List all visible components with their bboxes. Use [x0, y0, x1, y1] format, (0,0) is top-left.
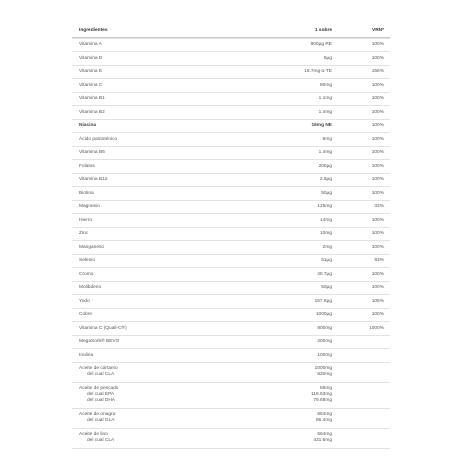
header-amount: 1 sobre	[314, 27, 332, 33]
cell-amount: 125mg	[317, 204, 332, 209]
table-row	[72, 51, 390, 65]
table-row	[72, 132, 390, 146]
cell-vrn: 100%	[371, 150, 384, 155]
table-row	[72, 159, 390, 173]
cell-vrn: 100%	[371, 163, 384, 169]
cell-amount: 10mg	[320, 231, 332, 236]
cell-amount	[313, 432, 332, 444]
amount-value: 79.68mg	[313, 398, 332, 403]
sub-ingredient-name: del cual CLA	[87, 372, 115, 377]
table-row	[72, 65, 390, 79]
table-row	[72, 146, 390, 160]
amount-value: 119.53mg	[311, 392, 332, 397]
cell-vrn: 100%	[371, 217, 384, 223]
cell-name: Ácido pantoténico	[79, 136, 118, 142]
cell-amount: 2mg	[322, 244, 332, 250]
table-row-multi	[72, 408, 390, 428]
cell-amount: 14mg	[320, 217, 332, 223]
table-row	[72, 254, 390, 268]
cell-name	[79, 366, 118, 378]
cell-name: Cromo	[79, 271, 94, 277]
cell-vrn: 156%	[371, 69, 384, 74]
table-row	[72, 38, 390, 52]
table-body	[72, 38, 390, 449]
table-row	[72, 92, 390, 106]
cell-vrn: 100%	[371, 231, 384, 236]
sub-ingredient-name: del cual CLA	[87, 438, 115, 443]
cell-name: Vitamina C (Quali-C®)	[79, 325, 127, 331]
cell-name: Vitamina B1	[79, 96, 105, 101]
amount-value: 431.6mg	[313, 438, 332, 443]
cell-amount: 16mg NE	[311, 123, 332, 128]
cell-amount: 40.7µg	[317, 271, 332, 277]
table-row	[72, 294, 390, 308]
cell-name: Inulina	[79, 352, 94, 358]
table-row	[72, 173, 390, 187]
cell-amount: 6mg	[322, 136, 332, 142]
cell-name: Vitamina C	[79, 82, 103, 88]
table-row	[72, 281, 390, 295]
cell-name	[79, 432, 114, 444]
table-row-multi	[72, 428, 390, 448]
amount-value: 1000mg	[314, 366, 332, 371]
table-row	[72, 78, 390, 92]
cell-amount: 157.8µg	[314, 298, 332, 304]
header-vrn: VRN*	[372, 27, 384, 33]
cell-name: Biotina	[79, 190, 94, 196]
table-row	[72, 308, 390, 322]
cell-vrn: 100%	[371, 96, 384, 101]
cell-amount: 1000µg	[315, 312, 332, 317]
cell-amount	[311, 386, 332, 404]
cell-name: Manganeso	[79, 244, 105, 250]
cell-vrn: 100%	[371, 55, 384, 61]
cell-vrn: 100%	[371, 312, 384, 317]
sub-ingredient-name: del cual GLA	[87, 418, 115, 423]
cell-amount: 800µg RE	[310, 42, 332, 47]
cell-amount: 80mg	[320, 82, 332, 88]
header-ingredients: Ingredientes	[79, 27, 108, 33]
nutrition-table	[72, 24, 390, 449]
cell-name: Vitamina B6	[79, 150, 105, 155]
ingredient-name: Aceite de lino	[79, 432, 108, 437]
cell-name: Vitamina E	[79, 69, 103, 74]
table-row	[72, 335, 390, 349]
amount-value: 820mg	[317, 372, 332, 377]
cell-amount	[315, 366, 332, 378]
cell-vrn: 100%	[371, 42, 384, 47]
cell-amount: 200µg	[318, 163, 332, 169]
cell-name: Folatos	[79, 163, 95, 169]
cell-name: Vitamina B12	[79, 177, 108, 182]
cell-vrn: 100%	[371, 82, 384, 88]
cell-name: Cobre	[79, 312, 93, 317]
ingredient-name: Aceite de onagra	[79, 412, 116, 417]
table-row	[72, 267, 390, 281]
table-row	[72, 105, 390, 119]
amount-value: 85mg	[320, 386, 332, 391]
cell-amount: 18.7mg α-TE	[304, 69, 332, 74]
cell-amount: 1.4mg	[318, 109, 332, 115]
cell-vrn: 100%	[371, 136, 384, 142]
cell-amount: 1.1mg	[318, 96, 332, 101]
cell-amount: 100mg	[317, 352, 332, 358]
cell-vrn: 1000%	[369, 325, 384, 331]
cell-vrn: 105%	[371, 298, 384, 304]
table-row	[72, 321, 390, 335]
cell-amount: 50µg	[321, 190, 332, 196]
cell-vrn: 100%	[371, 123, 384, 128]
cell-vrn: 100%	[371, 285, 384, 290]
cell-amount: 51µg	[321, 258, 332, 263]
table-row-multi	[72, 362, 390, 382]
cell-name: MegaSorb® BEVO	[79, 339, 120, 344]
table-header	[72, 24, 390, 38]
table-row	[72, 348, 390, 362]
cell-name: Molibdeno	[79, 285, 102, 290]
cell-name: Vitamina D	[79, 55, 103, 61]
table-row	[72, 186, 390, 200]
table-row	[72, 119, 390, 133]
cell-amount: 800mg	[317, 325, 332, 331]
cell-vrn: 100%	[371, 109, 384, 115]
sub-ingredient-name: del cual EPA	[87, 392, 115, 397]
ingredient-name: Aceite de pescado	[79, 386, 119, 391]
cell-name: Yodo	[79, 298, 90, 304]
cell-name: Magnesio	[79, 204, 100, 209]
cell-name	[79, 386, 118, 404]
cell-name: Hierro	[79, 217, 93, 223]
ingredient-name: Aceite de cártamo	[79, 366, 118, 371]
cell-amount: 5µg	[323, 55, 332, 61]
table-row	[72, 240, 390, 254]
cell-vrn: 93%	[374, 258, 384, 263]
cell-vrn: 100%	[371, 244, 384, 250]
cell-name: Vitamina A	[79, 42, 102, 47]
table-row	[72, 200, 390, 214]
cell-vrn: 100%	[371, 177, 384, 182]
cell-amount	[316, 412, 332, 424]
amount-value: 664mg	[317, 432, 332, 437]
cell-amount: 200mg	[317, 339, 332, 344]
cell-vrn: 100%	[371, 190, 384, 196]
cell-vrn: 100%	[371, 271, 384, 277]
cell-name: Vitamina B2	[79, 109, 105, 115]
cell-amount: 2.5µg	[319, 177, 332, 182]
cell-name: Selenio	[79, 258, 96, 263]
table-bottom-rule	[72, 448, 390, 449]
table-row-multi	[72, 382, 390, 408]
cell-vrn: 33%	[374, 204, 384, 209]
table-row	[72, 213, 390, 227]
amount-value: 664mg	[317, 412, 332, 417]
sub-ingredient-name: del cual DHA	[87, 398, 115, 403]
cell-amount: 1.4mg	[318, 150, 332, 155]
cell-name: Niacina	[79, 123, 97, 128]
table-row	[72, 227, 390, 241]
cell-amount: 50µg	[321, 285, 332, 290]
amount-value: 86.4mg	[316, 418, 332, 423]
cell-name: Zinc	[79, 231, 89, 236]
cell-name	[79, 412, 115, 424]
